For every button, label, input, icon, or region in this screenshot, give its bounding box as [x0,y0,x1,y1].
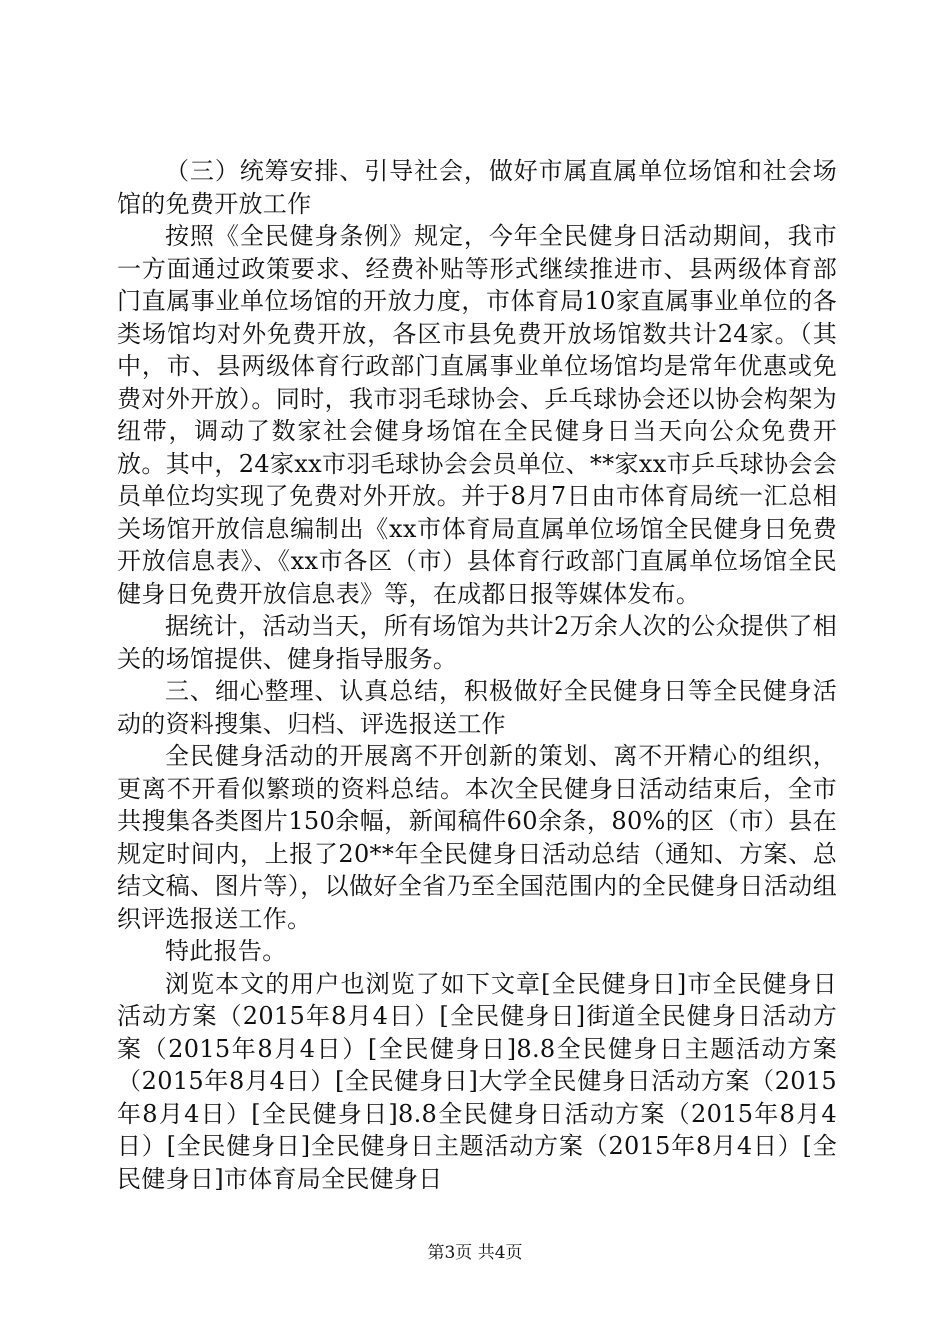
paragraph-statistics: 据统计，活动当天，所有场馆为共计2万余人次的公众提供了相关的场馆提供、健身指导服务。 [117,612,837,673]
paragraph-related-articles: 浏览本文的用户也浏览了如下文章[全民健身日]市全民健身日活动方案（2015年8月4日）[全民健身日]街道全民健身日活动方案（2015年8月4日）[全民健身日]8.8全民健身日主题活动方案（2015年8月4日）[全民健身日]大学全民健身日活动方案（2015年8月4日）[全民健身日]8.8全民健身日活动方案（2015年8月4日）[全民健身日]全民健身日主题活动方案（2015年8月4日）[全民健身日]市体育局全民健身日 [117,969,837,1193]
section-heading-venues: （三）统筹安排、引导社会，做好市属直属单位场馆和社会场馆的免费开放工作 [117,157,837,218]
document-body [117,155,837,1195]
page-footer: 第3页 共4页 [427,1243,523,1263]
paragraph-venue-opening: 按照《全民健身条例》规定，今年全民健身日活动期间，我市一方面通过政策要求、经费补贴等形式继续推进市、县两级体育部门直属事业单位场馆的开放力度，市体育局10家直属事业单位的各类场馆均对外免费开放，各区市县免费开放场馆数共计24家。（其中，市、县两级体育行政部门直属事业单位场馆均是常年优惠或免费对外开放）。同时，我市羽毛球协会、乒乓球协会还以协会构架为纽带，调动了数家社会健身场馆在全民健身日当天向公众免费开放。其中，24家xx市羽毛球协会会员单位、**家xx市乒乓球协会会员单位均实现了免费对外开放。并于8月7日由市体育局统一汇总相关场馆开放信息编制出《xx市体育局直属单位场馆全民健身日免费开放信息表》、《xx市各区（市）县体育行政部门直属单位场馆全民健身日免费开放信息表》等，在成都日报等媒体发布。 [117,222,837,608]
paragraph-materials: 全民健身活动的开展离不开创新的策划、离不开精心的组织，更离不开看似繁琐的资料总结。本次全民健身日活动结束后，全市共搜集各类图片150余幅，新闻稿件60余条，80%的区（市）县在规定时间内，上报了20**年全民健身日活动总结（通知、方案、总结文稿、图片等），以做好全省乃至全国范围内的全民健身日活动组织评选报送工作。 [117,742,837,933]
paragraph-closing: 特此报告。 [165,937,287,965]
section-heading-summary: 三、细心整理、认真总结，积极做好全民健身日等全民健身活动的资料搜集、归档、评选报送工作 [117,677,837,738]
